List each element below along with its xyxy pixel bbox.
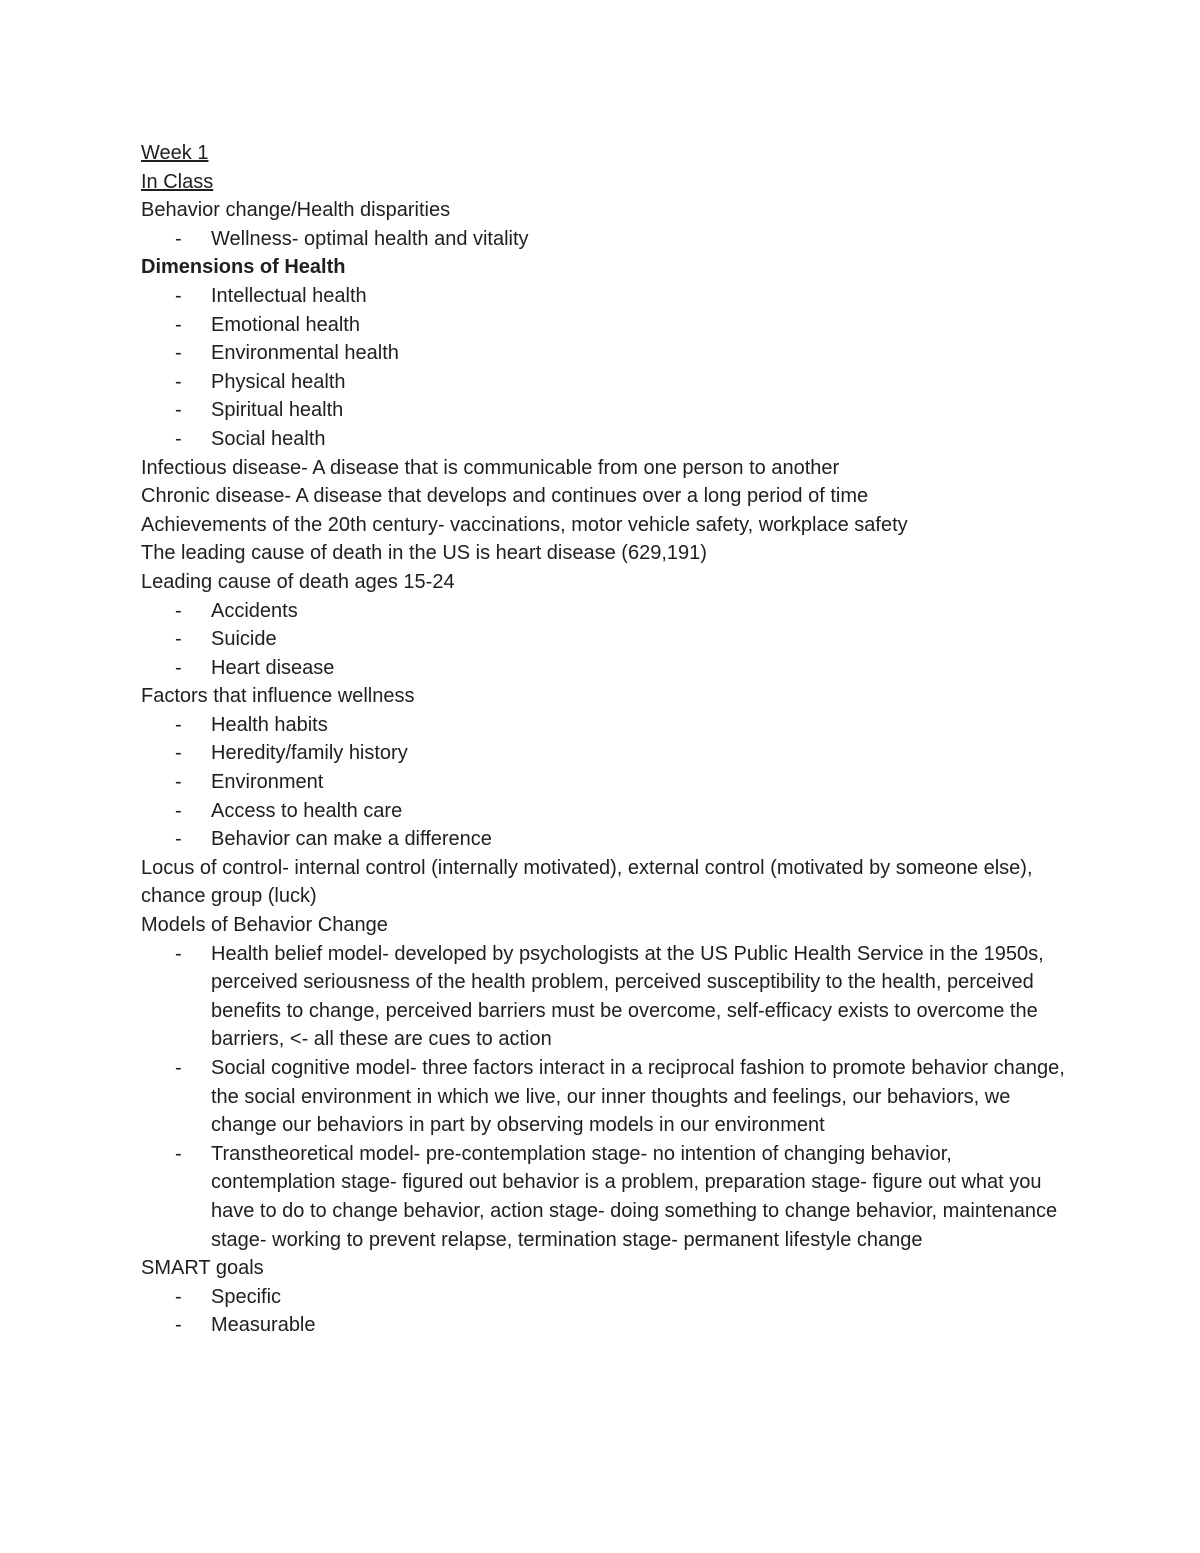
in-class-heading: In Class xyxy=(141,170,214,193)
list-item-text: Heredity/family history xyxy=(211,742,408,765)
list-item xyxy=(141,654,1071,683)
bullet-list xyxy=(141,1283,1071,1340)
dash-bullet: - xyxy=(175,799,182,822)
list-item-text: Environment xyxy=(211,771,324,794)
list-item-text: Accidents xyxy=(211,599,298,622)
dash-bullet: - xyxy=(175,227,182,250)
note-line: Locus of control- internal control (internally motivated), external control (motivated by someone else), chance group (luck) xyxy=(141,856,1033,908)
notes-body xyxy=(141,196,1071,1340)
list-item-text: Physical health xyxy=(211,370,346,393)
dash-bullet: - xyxy=(175,1314,182,1337)
note-line: Achievements of the 20th century- vaccinations, motor vehicle safety, workplace safety xyxy=(141,513,908,536)
list-item xyxy=(141,768,1071,797)
bullet-list xyxy=(141,597,1071,683)
dash-bullet: - xyxy=(175,656,182,679)
list-item xyxy=(141,940,1071,1054)
dash-bullet: - xyxy=(175,771,182,794)
dash-bullet: - xyxy=(175,713,182,736)
list-item-text: Intellectual health xyxy=(211,284,367,307)
dash-bullet: - xyxy=(175,942,182,965)
note-line: Chronic disease- A disease that develops and continues over a long period of time xyxy=(141,485,869,508)
list-item-text: Specific xyxy=(211,1285,282,1308)
bullet-list xyxy=(141,225,1071,254)
list-item-text: Environmental health xyxy=(211,342,399,365)
dash-bullet: - xyxy=(175,1285,182,1308)
list-item xyxy=(141,1140,1071,1254)
dash-bullet: - xyxy=(175,628,182,651)
list-item-text: Access to health care xyxy=(211,799,403,822)
list-item xyxy=(141,1054,1071,1140)
list-item-text: Social cognitive model- three factors interact in a reciprocal fashion to promote behavior change, the social environment in which we live, our inner thoughts and feelings, our behaviors, we change our behaviors in part by observing models in our environment xyxy=(211,1057,1065,1137)
list-item xyxy=(141,597,1071,626)
list-item-text: Health habits xyxy=(211,713,328,736)
list-item-text: Behavior can make a difference xyxy=(211,828,492,851)
dash-bullet: - xyxy=(175,284,182,307)
bullet-list xyxy=(141,711,1071,854)
dash-bullet: - xyxy=(175,370,182,393)
list-item xyxy=(141,797,1071,826)
list-item xyxy=(141,739,1071,768)
list-item xyxy=(141,1283,1071,1312)
note-line: Behavior change/Health disparities xyxy=(141,199,451,222)
week-heading: Week 1 xyxy=(141,142,209,164)
section-heading: Dimensions of Health xyxy=(141,256,346,279)
list-item-text: Wellness- optimal health and vitality xyxy=(211,227,529,250)
list-item xyxy=(141,711,1071,740)
note-line: Leading cause of death ages 15-24 xyxy=(141,570,455,593)
note-line: SMART goals xyxy=(141,1257,264,1280)
list-item xyxy=(141,1311,1071,1340)
list-item xyxy=(141,311,1071,340)
note-line: Models of Behavior Change xyxy=(141,914,388,937)
dash-bullet: - xyxy=(175,828,182,851)
list-item xyxy=(141,225,1071,254)
list-item xyxy=(141,425,1071,454)
dash-bullet: - xyxy=(175,427,182,450)
list-item xyxy=(141,339,1071,368)
note-line: The leading cause of death in the US is heart disease (629,191) xyxy=(141,542,707,565)
list-item-text: Spiritual health xyxy=(211,399,344,422)
list-item xyxy=(141,625,1071,654)
list-item-text: Health belief model- developed by psychologists at the US Public Health Service in the 1950s, perceived seriousness of the health problem, perceived susceptibility to the health, perceived benefits to change, perceived barriers must be overcome, self-efficacy exists to overcome the barriers, <- all these are cues to action xyxy=(211,942,1044,1051)
list-item-text: Suicide xyxy=(211,628,277,651)
dash-bullet: - xyxy=(175,399,182,422)
list-item-text: Heart disease xyxy=(211,656,335,679)
note-line: Infectious disease- A disease that is communicable from one person to another xyxy=(141,456,840,479)
list-item-text: Social health xyxy=(211,427,326,450)
list-item xyxy=(141,368,1071,397)
bullet-list xyxy=(141,282,1071,454)
list-item xyxy=(141,282,1071,311)
list-item-text: Measurable xyxy=(211,1314,316,1337)
document-page xyxy=(141,139,1071,1340)
dash-bullet: - xyxy=(175,1057,182,1079)
dash-bullet: - xyxy=(175,742,182,765)
list-item xyxy=(141,396,1071,425)
dash-bullet: - xyxy=(175,342,182,365)
list-item xyxy=(141,825,1071,854)
list-item-text: Transtheoretical model- pre-contemplation stage- no intention of changing behavior, contemplation stage- figured out behavior is a problem, preparation stage- figure out what you have to do to change behavior, action stage- doing something to change behavior, maintenance stage- working to prevent relapse, termination stage- permanent lifestyle change xyxy=(211,1142,1058,1251)
dash-bullet: - xyxy=(175,313,182,336)
dash-bullet: - xyxy=(175,1142,182,1165)
list-item-text: Emotional health xyxy=(211,313,360,336)
bullet-list xyxy=(141,940,1071,1255)
dash-bullet: - xyxy=(175,599,182,622)
note-line: Factors that influence wellness xyxy=(141,685,415,708)
